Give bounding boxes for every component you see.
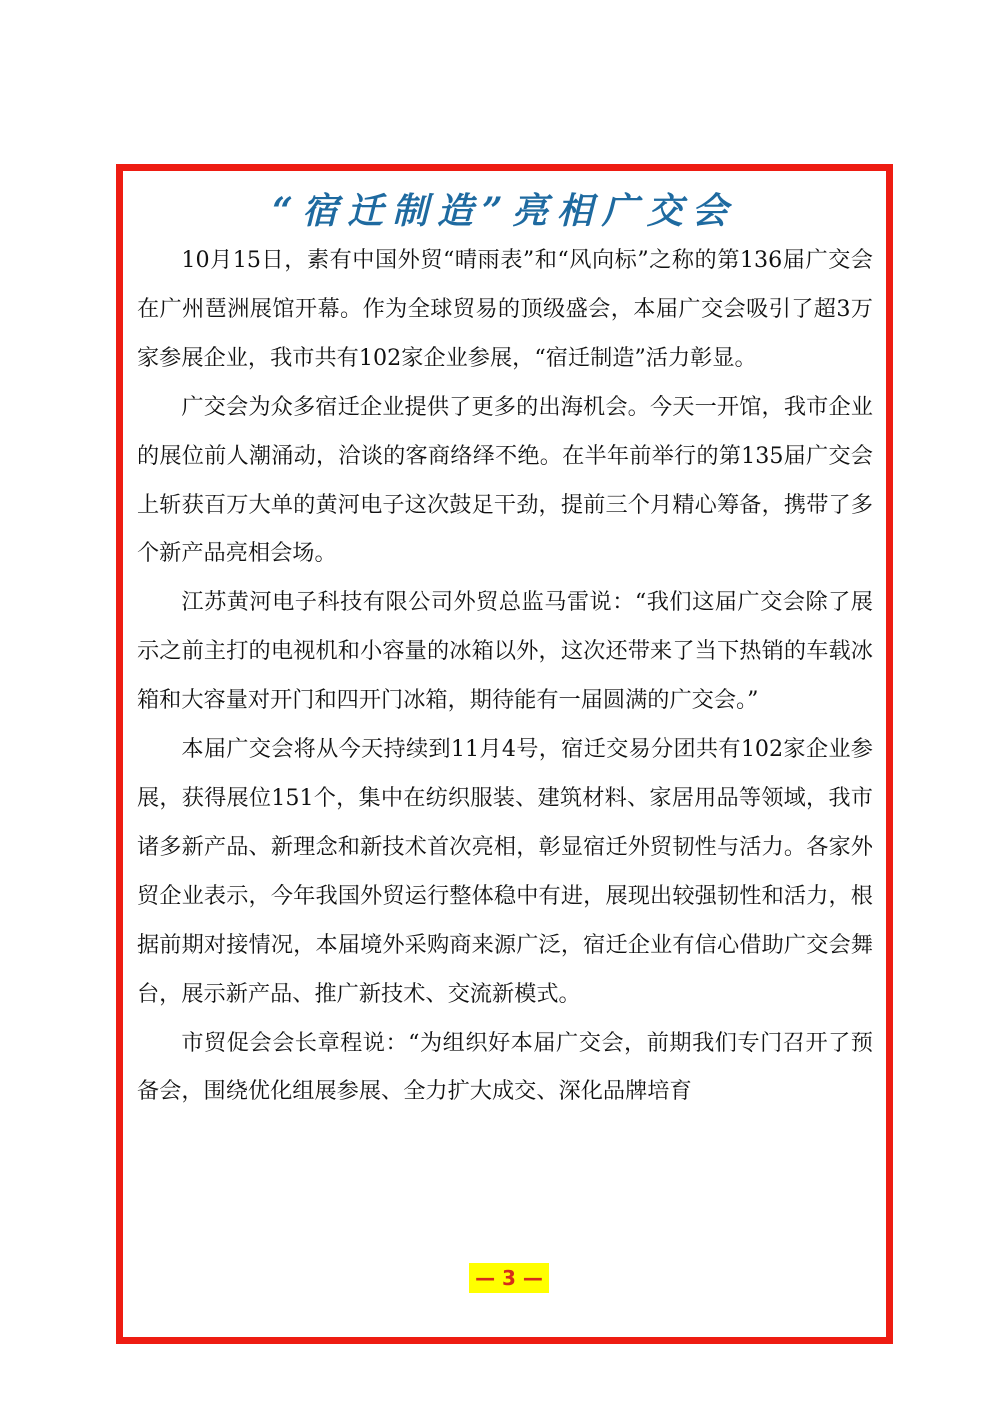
article-paragraph-4: 本届广交会将从今天持续到11月4号，宿迁交易分团共有102家企业参展，获得展位151个，集中在纺织服装、建筑材料、家居用品等领域，我市诸多新产品、新理念和新技术首次亮相，彰显宿迁外贸韧性与活力。各家外贸企业表示，今年我国外贸运行整体稳中有进，展现出较强韧性和活力，根据前期对接情况，本届境外采购商来源广泛，宿迁企业有信心借助广交会舞台，展示新产品、推广新技术、交流新模式。 xyxy=(137,736,873,1007)
article-paragraph-1: 10月15日，素有中国外贸“晴雨表”和“风向标”之称的第136届广交会在广州琶洲展馆开幕。作为全球贸易的顶级盛会，本届广交会吸引了超3万家参展企业，我市共有102家企业参展，“宿迁制造”活力彰显。 xyxy=(137,247,873,371)
page-number: — 3 — xyxy=(469,1263,549,1293)
article-title: “宿迁制造”亮相广交会 xyxy=(272,190,737,232)
article-paragraph-3: 江苏黄河电子科技有限公司外贸总监马雷说：“我们这届广交会除了展示之前主打的电视机和小容量的冰箱以外，这次还带来了当下热销的车载冰箱和大容量对开门和四开门冰箱，期待能有一届圆满的广交会。” xyxy=(137,589,873,714)
article-paragraph-2: 广交会为众多宿迁企业提供了更多的出海机会。今天一开馆，我市企业的展位前人潮涌动，洽谈的客商络绎不绝。在半年前举行的第135届广交会上斩获百万大单的黄河电子这次鼓足干劲，提前三个月精心筹备，携带了多个新产品亮相会场。 xyxy=(137,393,873,567)
article-paragraph-5: 市贸促会会长章程说：“为组织好本届广交会，前期我们专门召开了预备会，围绕优化组展参展、全力扩大成交、深化品牌培育 xyxy=(137,1029,873,1105)
page-frame xyxy=(116,164,893,1344)
article-body xyxy=(137,236,873,1116)
